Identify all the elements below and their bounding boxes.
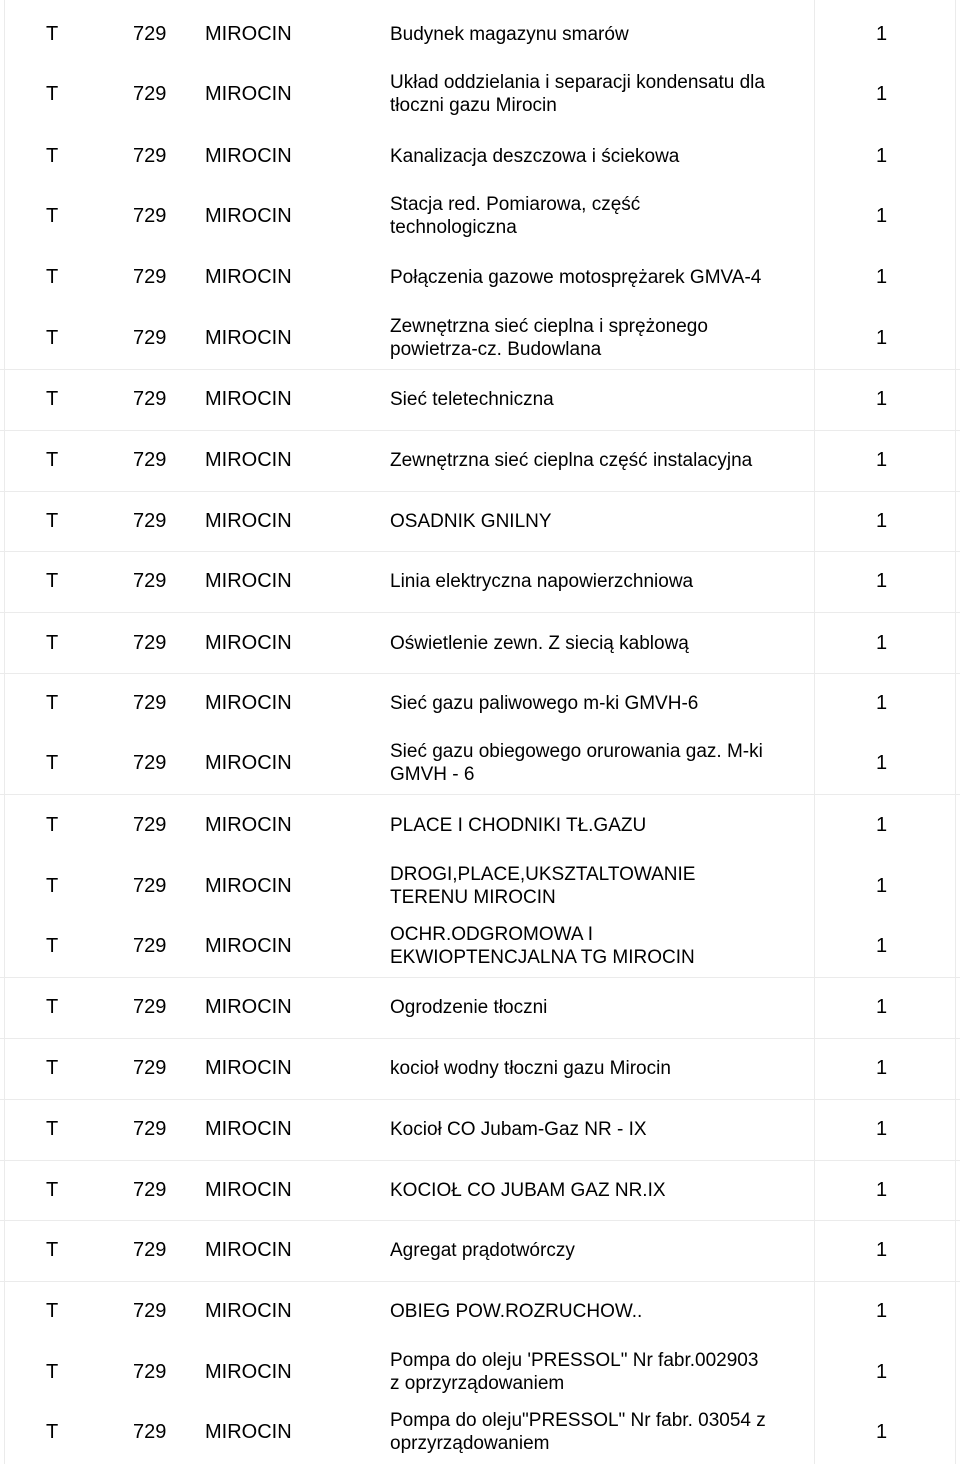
quantity: 1 [876,1238,888,1261]
asset-name: Zewnętrzna sieć cieplna część instalacyjna [390,449,753,471]
table-row [0,185,960,247]
quantity: 1 [876,751,888,774]
location: MIROCIN [205,691,292,714]
table-row [0,429,960,491]
asset-name: Kanalizacja deszczowa i ściekowa [390,145,680,167]
table-row [0,976,960,1038]
asset-name: Układ oddzielania i separacji kondensatu dla tłoczni gazu Mirocin [390,72,765,116]
type-code: T [46,1117,59,1140]
table-row [0,369,960,429]
object-number: 729 [133,22,167,45]
location: MIROCIN [205,1299,292,1322]
row-separator [0,551,960,552]
object-number: 729 [133,509,167,532]
location: MIROCIN [205,751,292,774]
asset-name: Zewnętrzna sieć cieplna i sprężonego powietrza-cz. Budowlana [390,316,708,360]
table-row [0,856,960,916]
quantity: 1 [876,874,888,897]
location: MIROCIN [205,22,292,45]
object-number: 729 [133,265,167,288]
location: MIROCIN [205,144,292,167]
quantity: 1 [876,82,888,105]
object-number: 729 [133,691,167,714]
location: MIROCIN [205,1117,292,1140]
table-row [0,1160,960,1220]
asset-name: Stacja red. Pomiarowa, część technologiczna [390,194,641,238]
type-code: T [46,387,59,410]
quantity: 1 [876,569,888,592]
table-row [0,916,960,976]
quantity: 1 [876,1117,888,1140]
asset-name: Pompa do oleju 'PRESSOL" Nr fabr.002903 z oprzyrządowaniem [390,1350,759,1394]
type-code: T [46,1178,59,1201]
row-separator [0,1281,960,1282]
location: MIROCIN [205,204,292,227]
type-code: T [46,144,59,167]
table-row [0,491,960,551]
asset-name: DROGI,PLACE,UKSZTALTOWANIE TERENU MIROCIN [390,864,696,908]
object-number: 729 [133,82,167,105]
quantity: 1 [876,509,888,532]
location: MIROCIN [205,509,292,532]
type-code: T [46,631,59,654]
quantity: 1 [876,1178,888,1201]
type-code: T [46,82,59,105]
type-code: T [46,813,59,836]
asset-name: Oświetlenie zewn. Z siecią kablową [390,632,689,654]
quantity: 1 [876,813,888,836]
object-number: 729 [133,1238,167,1261]
object-number: 729 [133,874,167,897]
object-number: 729 [133,1056,167,1079]
asset-name: Kocioł CO Jubam-Gaz NR - IX [390,1118,647,1140]
row-separator [0,1038,960,1039]
location: MIROCIN [205,1420,292,1443]
object-number: 729 [133,326,167,349]
location: MIROCIN [205,1238,292,1261]
type-code: T [46,934,59,957]
table-row [0,1219,960,1281]
quantity: 1 [876,1056,888,1079]
quantity: 1 [876,1420,888,1443]
object-number: 729 [133,387,167,410]
type-code: T [46,569,59,592]
object-number: 729 [133,1299,167,1322]
asset-name: Sieć teletechniczna [390,388,554,410]
type-code: T [46,995,59,1018]
location: MIROCIN [205,813,292,836]
row-separator [0,1099,960,1100]
quantity: 1 [876,22,888,45]
quantity: 1 [876,995,888,1018]
type-code: T [46,1420,59,1443]
asset-name: KOCIOŁ CO JUBAM GAZ NR.IX [390,1179,666,1201]
object-number: 729 [133,144,167,167]
type-code: T [46,1299,59,1322]
type-code: T [46,691,59,714]
row-separator [0,794,960,795]
table-row [0,247,960,307]
table-row [0,1098,960,1160]
type-code: T [46,265,59,288]
table-row [0,672,960,734]
table-row [0,613,960,673]
quantity: 1 [876,631,888,654]
quantity: 1 [876,265,888,288]
table-row [0,63,960,125]
table-row [0,1281,960,1341]
table-row [0,1402,960,1462]
object-number: 729 [133,751,167,774]
row-separator [0,977,960,978]
type-code: T [46,326,59,349]
location: MIROCIN [205,82,292,105]
type-code: T [46,1360,59,1383]
quantity: 1 [876,1299,888,1322]
table-row [0,733,960,793]
object-number: 729 [133,1117,167,1140]
quantity: 1 [876,934,888,957]
object-number: 729 [133,813,167,836]
row-separator [0,1220,960,1221]
table-row [0,307,960,369]
type-code: T [46,751,59,774]
table-row [0,4,960,64]
table-row [0,126,960,186]
asset-name: Linia elektryczna napowierzchniowa [390,570,694,592]
asset-name: Sieć gazu obiegowego orurowania gaz. M-ki GMVH - 6 [390,741,763,785]
asset-name: OCHR.ODGROMOWA I EKWIOPTENCJALNA TG MIROCIN [390,924,695,968]
row-separator [0,1160,960,1161]
location: MIROCIN [205,995,292,1018]
object-number: 729 [133,1360,167,1383]
location: MIROCIN [205,1178,292,1201]
asset-name: PLACE I CHODNIKI TŁ.GAZU [390,814,647,836]
object-number: 729 [133,448,167,471]
object-number: 729 [133,1178,167,1201]
quantity: 1 [876,691,888,714]
object-number: 729 [133,934,167,957]
quantity: 1 [876,144,888,167]
type-code: T [46,1238,59,1261]
type-code: T [46,874,59,897]
object-number: 729 [133,569,167,592]
asset-name: Połączenia gazowe motosprężarek GMVA-4 [390,266,762,288]
table-row [0,1342,960,1402]
asset-name: OBIEG POW.ROZRUCHOW.. [390,1300,643,1322]
quantity: 1 [876,448,888,471]
object-number: 729 [133,1420,167,1443]
location: MIROCIN [205,934,292,957]
table-row [0,794,960,856]
quantity: 1 [876,326,888,349]
asset-name: Sieć gazu paliwowego m-ki GMVH-6 [390,692,699,714]
location: MIROCIN [205,631,292,654]
object-number: 729 [133,995,167,1018]
quantity: 1 [876,204,888,227]
row-separator [0,369,960,370]
location: MIROCIN [205,265,292,288]
location: MIROCIN [205,569,292,592]
type-code: T [46,1056,59,1079]
row-separator [0,612,960,613]
location: MIROCIN [205,448,292,471]
object-number: 729 [133,204,167,227]
asset-name: Budynek magazynu smarów [390,23,629,45]
location: MIROCIN [205,1056,292,1079]
quantity: 1 [876,1360,888,1383]
row-separator [0,430,960,431]
type-code: T [46,22,59,45]
quantity: 1 [876,387,888,410]
type-code: T [46,509,59,532]
asset-name: Pompa do oleju"PRESSOL" Nr fabr. 03054 z oprzyrządowaniem [390,1410,766,1454]
type-code: T [46,204,59,227]
type-code: T [46,448,59,471]
table-row [0,550,960,612]
location: MIROCIN [205,326,292,349]
location: MIROCIN [205,1360,292,1383]
table-row [0,1038,960,1098]
asset-name: kocioł wodny tłoczni gazu Mirocin [390,1057,671,1079]
location: MIROCIN [205,387,292,410]
asset-name: OSADNIK GNILNY [390,510,552,532]
object-number: 729 [133,631,167,654]
asset-name: Ogrodzenie tłoczni [390,996,548,1018]
row-separator [0,673,960,674]
asset-name: Agregat prądotwórczy [390,1239,575,1261]
row-separator [0,491,960,492]
location: MIROCIN [205,874,292,897]
